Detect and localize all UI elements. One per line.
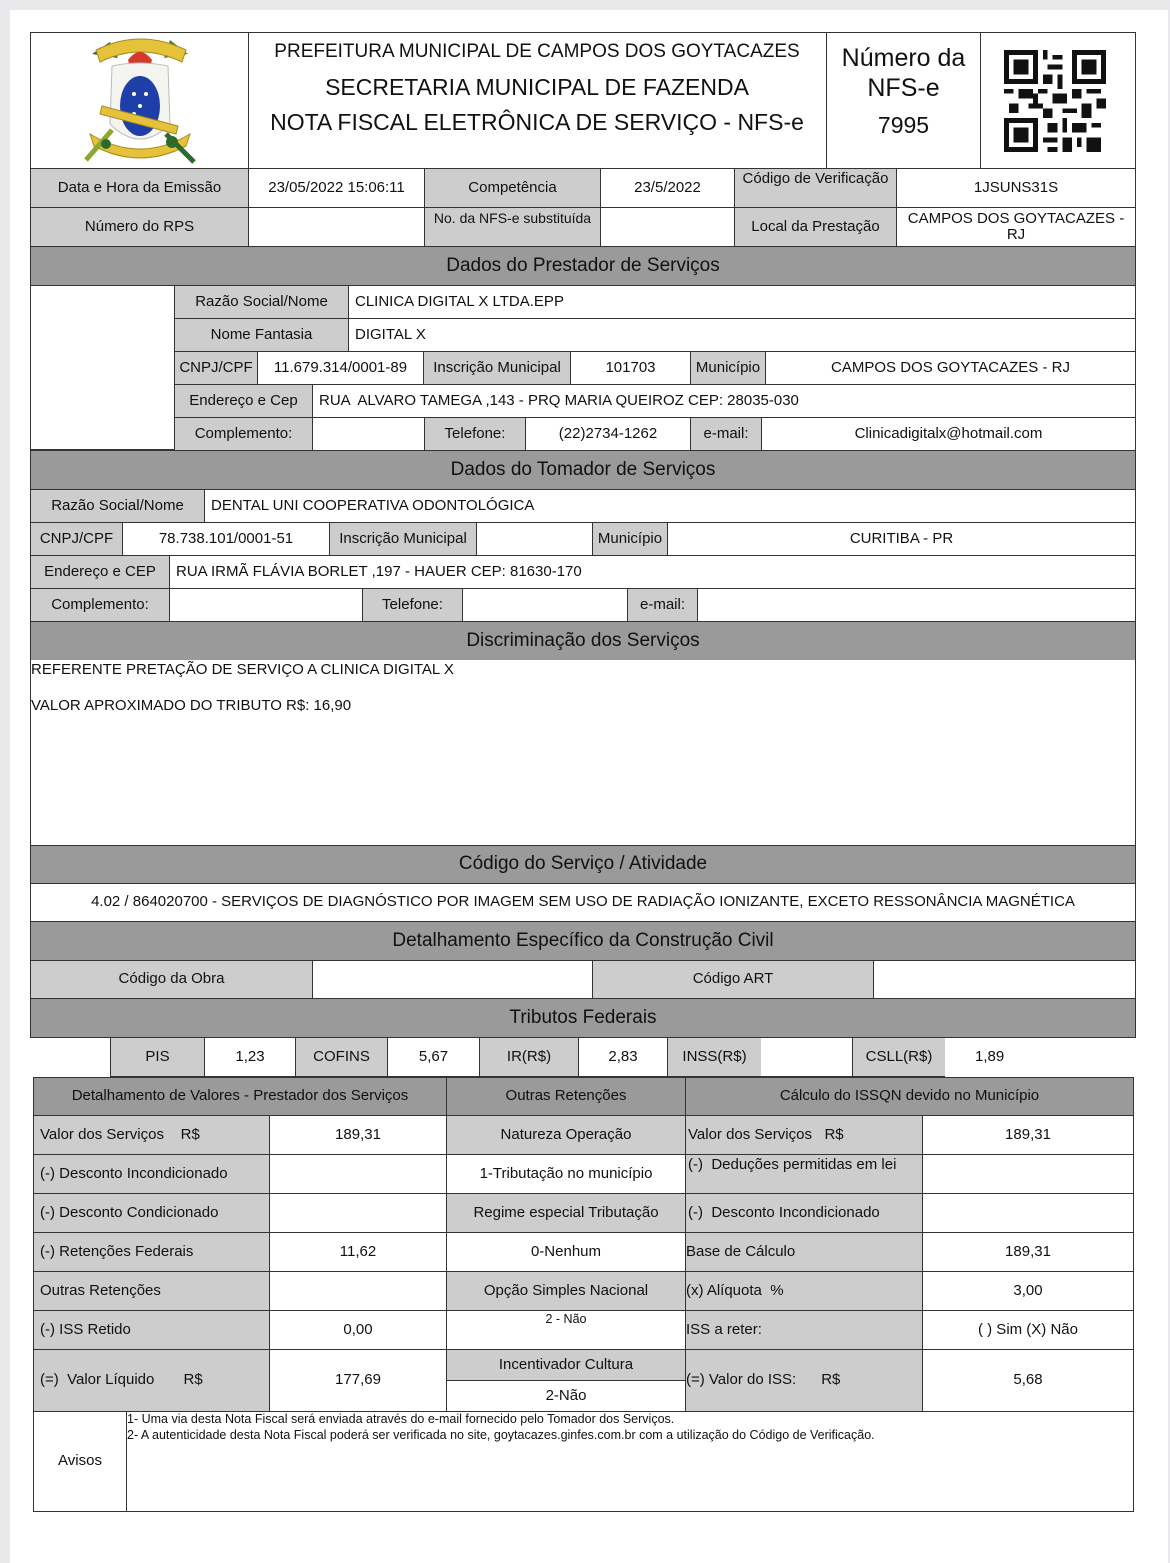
pis-value: 1,23: [204, 1038, 296, 1077]
services-description-line-1: REFERENTE PRETAÇÃO DE SERVIÇO A CLINICA DIGITAL X: [31, 661, 454, 678]
ir-value: 2,83: [578, 1038, 668, 1077]
provider-complement-label: Complemento:: [174, 417, 313, 451]
verification-code-value[interactable]: 1JSUNS31S: [896, 168, 1136, 208]
cofins-value: 5,67: [387, 1038, 480, 1077]
values-row-label: Outras Retenções: [33, 1271, 270, 1311]
provider-section-header: Dados do Prestador de Serviços: [30, 246, 1136, 286]
provider-email-value[interactable]: Clinicadigitalx@hotmail.com: [761, 417, 1136, 451]
values-row-label: Valor dos Serviços R$: [33, 1115, 270, 1155]
issqn-row-label: Base de Cálculo: [685, 1232, 923, 1272]
customer-municipal-registration-value: [476, 522, 593, 556]
rps-number-value: [248, 207, 425, 247]
issqn-row-label: (-) Desconto Incondicionado: [685, 1193, 923, 1233]
culture-incentive-value: 2-Não: [446, 1380, 686, 1412]
provider-name-label: Razão Social/Nome: [174, 285, 349, 319]
iss-value: 5,68: [922, 1349, 1134, 1412]
notices-box: [126, 1411, 1134, 1512]
issqn-header: Cálculo do ISSQN devido no Município: [685, 1077, 1134, 1116]
values-detail-header: Detalhamento de Valores - Prestador dos Serviços: [33, 1077, 447, 1116]
verification-code-label: Código de Verificação: [734, 168, 897, 208]
operation-nature-value: 1-Tributação no município: [446, 1154, 686, 1194]
notice-line-2: 2- A autenticidade desta Nota Fiscal poderá ser verificada no site, goytacazes.ginfes.com.br com a utilização do Código de Verificação.: [127, 1428, 875, 1442]
values-row-label: (-) Retenções Federais: [33, 1232, 270, 1272]
provider-name-value: CLINICA DIGITAL X LTDA.EPP: [348, 285, 1136, 319]
issqn-row-value: 189,31: [922, 1232, 1134, 1272]
values-row-value: [269, 1271, 447, 1311]
values-row-value: 11,62: [269, 1232, 447, 1272]
simples-nacional-value: 2 - Não: [446, 1310, 686, 1350]
provider-cnpj-value: 11.679.314/0001-89: [257, 351, 424, 385]
art-code-value: [873, 960, 1136, 999]
net-value-label: (=) Valor Líquido R$: [33, 1349, 270, 1412]
net-value: 177,69: [269, 1349, 447, 1412]
services-description-box: [30, 660, 1136, 846]
coat-of-arms-icon: [82, 34, 198, 166]
issqn-row-label: (x) Alíquota %: [685, 1271, 923, 1311]
customer-section-header: Dados do Tomador de Serviços: [30, 450, 1136, 490]
issqn-row-value: 189,31: [922, 1115, 1134, 1155]
issqn-row-label: (-) Deduções permitidas em lei: [685, 1154, 923, 1194]
nfse-number-label-1: Número da: [841, 44, 966, 72]
customer-phone-label: Telefone:: [362, 588, 463, 622]
csll-value: 1,89: [945, 1038, 1045, 1077]
emission-date-value: 23/05/2022 15:06:11: [248, 168, 425, 208]
provider-trade-name-value: DIGITAL X: [348, 318, 1136, 352]
competencia-label: Competência: [424, 168, 601, 208]
values-row-value: 0,00: [269, 1310, 447, 1350]
values-row-label: (-) Desconto Condicionado: [33, 1193, 270, 1233]
qr-code-icon[interactable]: [1004, 50, 1106, 152]
construction-section-header: Detalhamento Específico da Construção Civil: [30, 921, 1136, 961]
customer-address-label: Endereço e CEP: [30, 555, 170, 589]
provider-city-label: Município: [690, 351, 766, 385]
special-regime-label: Regime especial Tributação: [446, 1193, 686, 1233]
notice-line-1: 1- Uma via desta Nota Fiscal será enviada através do e-mail fornecido pelo Tomador dos Serviços.: [127, 1412, 675, 1426]
pis-label: PIS: [110, 1038, 205, 1077]
customer-name-value: DENTAL UNI COOPERATIVA ODONTOLÓGICA: [204, 489, 1136, 523]
values-row-value: 189,31: [269, 1115, 447, 1155]
issqn-row-value: [922, 1193, 1134, 1233]
special-regime-value: 0-Nenhum: [446, 1232, 686, 1272]
customer-municipal-registration-label: Inscrição Municipal: [329, 522, 477, 556]
services-description-line-2: VALOR APROXIMADO DO TRIBUTO R$: 16,90: [31, 697, 352, 714]
federal-taxes-header: Tributos Federais: [30, 998, 1136, 1038]
provider-municipal-registration-value: 101703: [570, 351, 691, 385]
customer-city-value: CURITIBA - PR: [667, 522, 1136, 556]
cofins-label: COFINS: [295, 1038, 388, 1077]
customer-complement-label: Complemento:: [30, 588, 170, 622]
simples-nacional-label: Opção Simples Nacional: [446, 1271, 686, 1311]
provider-address-label: Endereço e Cep: [174, 384, 313, 418]
nfse-number-label-2: NFS-e: [867, 74, 940, 102]
csll-label: CSLL(R$): [852, 1038, 946, 1077]
iss-value-label: (=) Valor do ISS: R$: [685, 1349, 923, 1412]
customer-cnpj-value: 78.738.101/0001-51: [122, 522, 330, 556]
provider-email-label: e-mail:: [690, 417, 762, 451]
customer-email-label: e-mail:: [627, 588, 698, 622]
header-title-nfse: NOTA FISCAL ELETRÔNICA DE SERVIÇO - NFS-e: [270, 109, 804, 135]
customer-cnpj-label: CNPJ/CPF: [30, 522, 123, 556]
provider-phone-value: (22)2734-1262: [525, 417, 691, 451]
issqn-row-value: 3,00: [922, 1271, 1134, 1311]
provider-cnpj-label: CNPJ/CPF: [174, 351, 258, 385]
header-title-secretaria: SECRETARIA MUNICIPAL DE FAZENDA: [325, 74, 749, 100]
service-code-value: 4.02 / 864020700 - SERVIÇOS DE DIAGNÓSTICO POR IMAGEM SEM USO DE RADIAÇÃO IONIZANTE, EXCETO RESSONÂNCIA MAGNÉTICA: [30, 883, 1136, 922]
provider-complement-value: [312, 417, 425, 451]
header-title-prefeitura: PREFEITURA MUNICIPAL DE CAMPOS DOS GOYTACAZES: [274, 41, 800, 62]
rps-number-label: Número do RPS: [30, 207, 249, 247]
substituted-nfse-label: No. da NFS-e substituída: [424, 207, 601, 247]
provider-phone-label: Telefone:: [424, 417, 526, 451]
issqn-row-value: [922, 1154, 1134, 1194]
provider-trade-name-label: Nome Fantasia: [174, 318, 349, 352]
ir-label: IR(R$): [479, 1038, 579, 1077]
construction-work-code-label: Código da Obra: [30, 960, 313, 999]
customer-complement-value: [169, 588, 363, 622]
inss-value: [761, 1038, 853, 1077]
values-row-label: (-) Desconto Incondicionado: [33, 1154, 270, 1194]
nfse-number-value: 7995: [877, 112, 930, 138]
customer-email-value: [697, 588, 1136, 622]
values-row-label: (-) ISS Retido: [33, 1310, 270, 1350]
notices-label: Avisos: [33, 1411, 127, 1512]
culture-incentive-label: Incentivador Cultura: [446, 1349, 686, 1381]
art-code-label: Código ART: [592, 960, 874, 999]
service-location-value: CAMPOS DOS GOYTACAZES - RJ: [896, 207, 1136, 247]
customer-city-label: Município: [592, 522, 668, 556]
operation-nature-label: Natureza Operação: [446, 1115, 686, 1155]
provider-address-value: RUA ALVARO TAMEGA ,143 - PRQ MARIA QUEIROZ CEP: 28035-030: [312, 384, 1136, 418]
customer-name-label: Razão Social/Nome: [30, 489, 205, 523]
provider-logo-placeholder: [30, 285, 175, 450]
provider-city-value: CAMPOS DOS GOYTACAZES - RJ: [765, 351, 1136, 385]
service-location-label: Local da Prestação: [734, 207, 897, 247]
competencia-value: 23/5/2022: [600, 168, 735, 208]
service-code-header: Código do Serviço / Atividade: [30, 845, 1136, 884]
values-row-value: [269, 1154, 447, 1194]
inss-label: INSS(R$): [667, 1038, 762, 1077]
provider-municipal-registration-label: Inscrição Municipal: [423, 351, 571, 385]
issqn-row-label: Valor dos Serviços R$: [685, 1115, 923, 1155]
construction-work-code-value: [312, 960, 593, 999]
customer-address-value: RUA IRMÃ FLÁVIA BORLET ,197 - HAUER CEP: 81630-170: [169, 555, 1136, 589]
substituted-nfse-value: [600, 207, 735, 247]
other-withholdings-header: Outras Retenções: [446, 1077, 686, 1116]
values-row-value: [269, 1193, 447, 1233]
emission-date-label: Data e Hora da Emissão: [30, 168, 249, 208]
issqn-row-label: ISS a reter:: [685, 1310, 923, 1350]
iss-withhold-value: ( ) Sim (X) Não: [922, 1310, 1134, 1350]
customer-phone-value: [462, 588, 628, 622]
services-description-header: Discriminação dos Serviços: [30, 621, 1136, 661]
